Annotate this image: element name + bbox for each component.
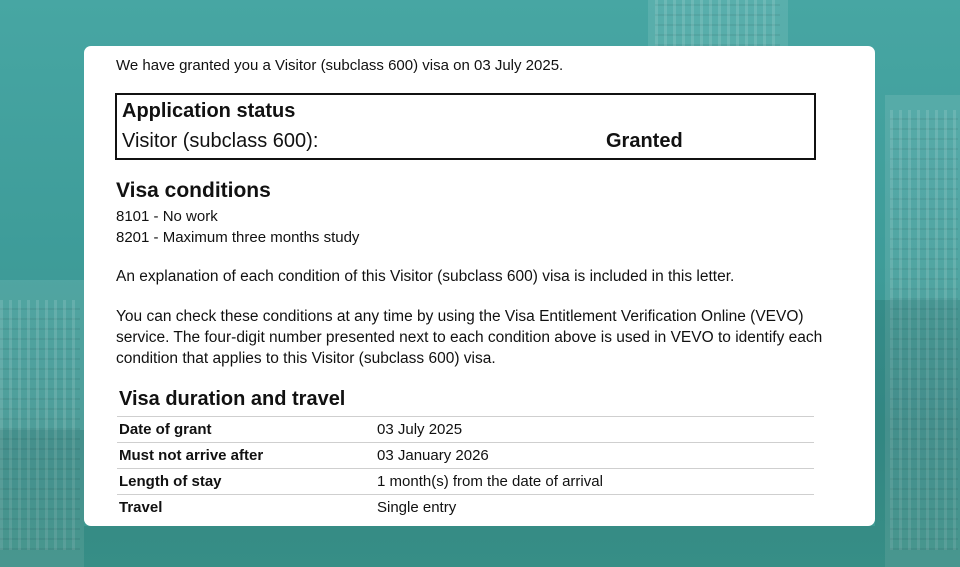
- visa-subclass-label: Visitor (subclass 600):: [122, 130, 319, 152]
- row-label: Must not arrive after: [117, 443, 375, 469]
- row-value: 1 month(s) from the date of arrival: [375, 469, 814, 495]
- row-label: Date of grant: [117, 417, 375, 443]
- visa-grant-letter: [84, 46, 875, 526]
- building-right-lower: [875, 300, 960, 567]
- condition-item: 8101 - No work: [116, 208, 218, 225]
- building-left-lower: [0, 430, 84, 567]
- table-row: [117, 469, 814, 495]
- row-label: Travel: [117, 495, 375, 521]
- row-value: 03 January 2026: [375, 443, 814, 469]
- row-label: Length of stay: [117, 469, 375, 495]
- visa-duration-table: [117, 416, 814, 520]
- application-status-title: Application status: [122, 100, 296, 122]
- table-row: [117, 443, 814, 469]
- visa-duration-heading: Visa duration and travel: [119, 388, 346, 410]
- visa-conditions-heading: Visa conditions: [116, 179, 271, 202]
- street-strip: [84, 526, 875, 567]
- row-value: 03 July 2025: [375, 417, 814, 443]
- skyscraper-windows: [655, 0, 780, 46]
- conditions-explanation: An explanation of each condition of this Visitor (subclass 600) visa is included in this letter.: [116, 268, 735, 285]
- application-status-box: [115, 93, 816, 160]
- status-value-granted: Granted: [606, 130, 683, 152]
- row-value: Single entry: [375, 495, 814, 521]
- table-row: [117, 495, 814, 521]
- grant-intro-text: We have granted you a Visitor (subclass 600) visa on 03 July 2025.: [116, 57, 564, 74]
- visa-conditions-list: [116, 206, 359, 248]
- condition-item: 8201 - Maximum three months study: [116, 229, 360, 246]
- table-row: [117, 417, 814, 443]
- vevo-note: You can check these conditions at any time by using the Visa Entitlement Verification Online (VEVO) service. The four-digit number presented next to each condition above is used in VEVO to identify each condition that applies to this Visitor (subclass 600) visa.: [116, 308, 823, 367]
